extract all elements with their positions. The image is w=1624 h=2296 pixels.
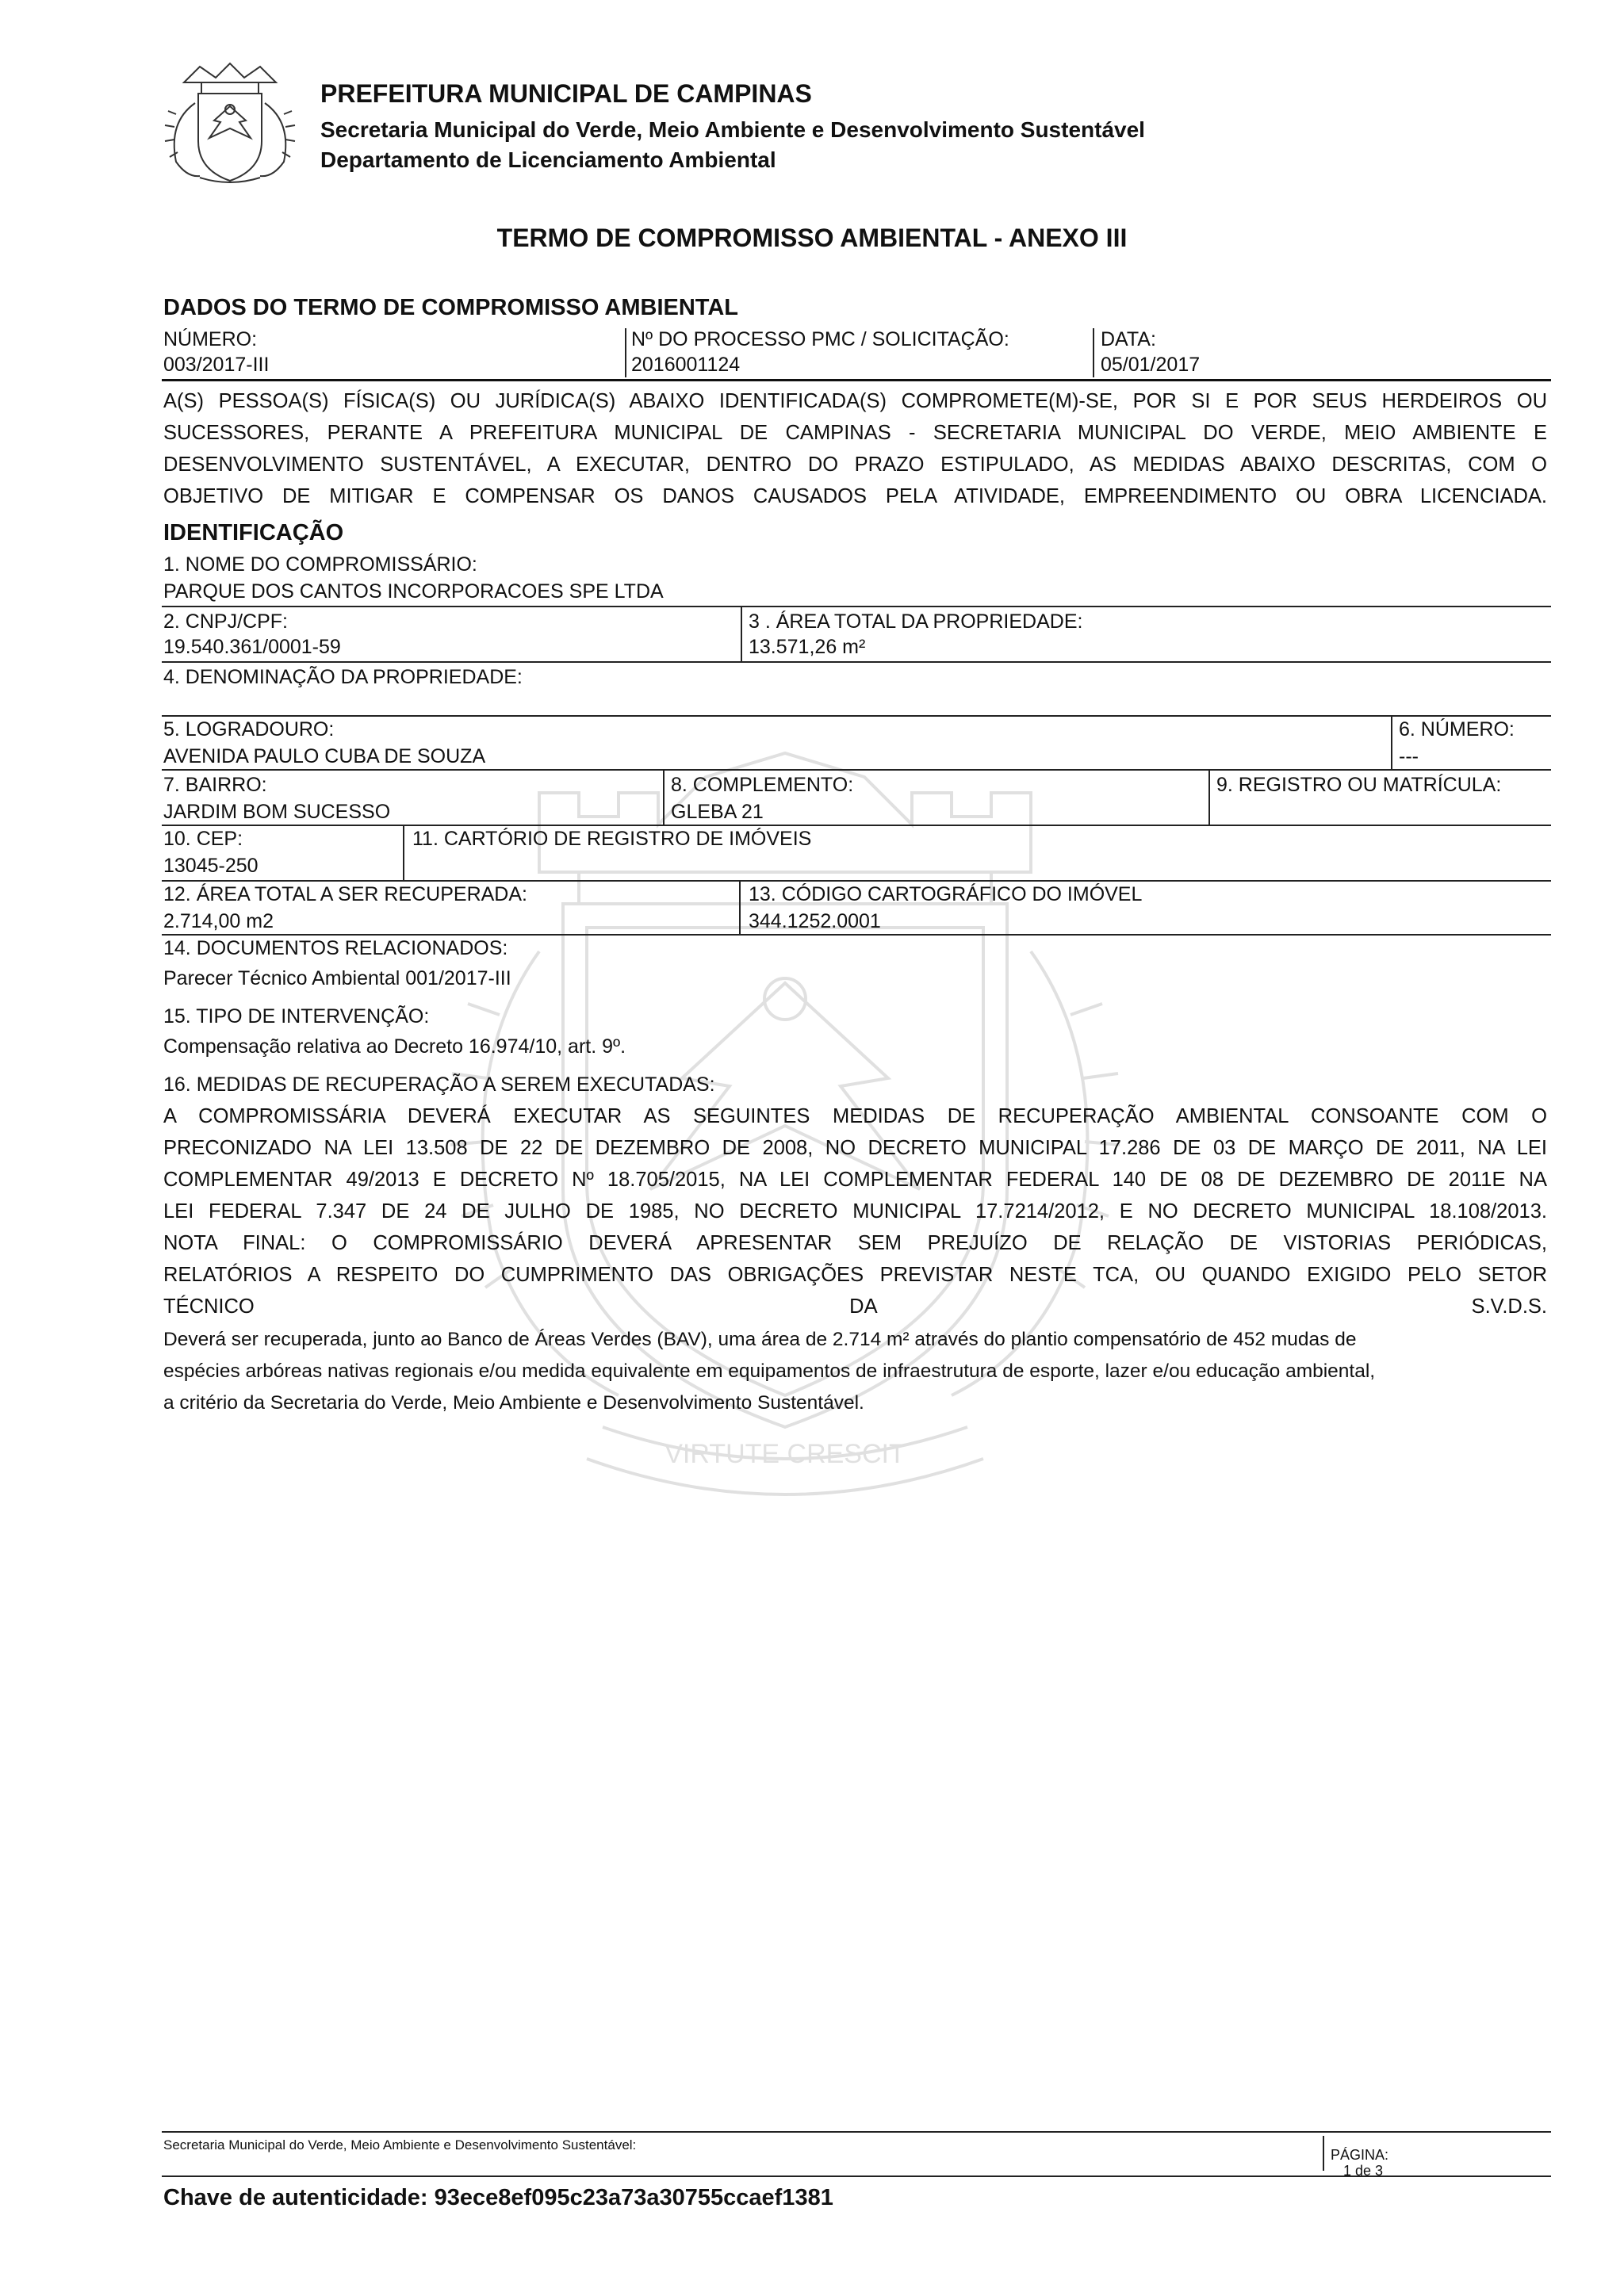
medidas-line: COMPLEMENTAR 49/2013 E DECRETO Nº 18.705/2015, NA LEI COMPLEMENTAR FEDERAL 140 DE 08 DE DEZEMBRO DE 2011E NA <box>163 1169 1547 1191</box>
divider <box>663 771 665 825</box>
medidas-line: NOTA FINAL: O COMPROMISSÁRIO DEVERÁ APRESENTAR SEM PREJUÍZO DE RELAÇÃO DE VISTORIAS PERIÓDICAS, <box>163 1232 1547 1254</box>
medidas-line: PRECONIZADO NA LEI 13.508 DE 22 DE DEZEMBRO DE 2008, NO DECRETO MUNICIPAL 17.286 DE 03 DE MARÇO DE 2011, NA LEI <box>163 1137 1547 1159</box>
medidas-line: LEI FEDERAL 7.347 DE 24 DE JULHO DE 1985, NO DECRETO MUNICIPAL 17.7214/2012, E NO DECRETO MUNICIPAL 18.108/2013. <box>163 1200 1547 1223</box>
texto-final-paragraph <box>163 1324 1547 1419</box>
document-title: TERMO DE COMPROMISSO AMBIENTAL - ANEXO III <box>496 224 1128 252</box>
page-label: PÁGINA: <box>1331 2147 1389 2163</box>
field-12-value: 2.714,00 m2 <box>163 910 274 932</box>
section-rule <box>162 379 1551 381</box>
intro-line: SUCESSORES, PERANTE A PREFEITURA MUNICIPAL DE CAMPINAS - SECRETARIA MUNICIPAL DO VERDE, MEIO AMBIENTE E <box>163 422 1547 444</box>
departamento-name: Departamento de Licenciamento Ambiental <box>320 147 776 172</box>
field-6-label: 6. NÚMERO: <box>1399 718 1515 740</box>
medidas-line: A COMPROMISSÁRIA DEVERÁ EXECUTAR AS SEGUINTES MEDIDAS DE RECUPERAÇÃO AMBIENTAL CONSOANTE COM O <box>163 1105 1547 1127</box>
authenticity-key-label: Chave de autenticidade: <box>163 2185 428 2210</box>
field-7-value: JARDIM BOM SUCESSO <box>163 801 391 823</box>
field-13-value: 344.1252.0001 <box>749 910 881 932</box>
intro-line: DESENVOLVIMENTO SUSTENTÁVEL, A EXECUTAR, DENTRO DO PRAZO ESTIPULADO, AS MEDIDAS ABAIXO DESCRITAS, COM O <box>163 453 1547 476</box>
divider <box>625 328 626 377</box>
identificacao-heading: IDENTIFICAÇÃO <box>163 520 344 545</box>
footer-divider <box>1323 2136 1324 2171</box>
org-name: PREFEITURA MUNICIPAL DE CAMPINAS <box>320 79 812 108</box>
divider <box>739 882 741 934</box>
footer-rule <box>162 2131 1551 2133</box>
watermark-motto: VIRTUTE CRESCIT <box>665 1439 906 1469</box>
dados-heading: DADOS DO TERMO DE COMPROMISSO AMBIENTAL <box>163 295 738 320</box>
intro-paragraph <box>163 385 1547 512</box>
coat-of-arms-icon <box>152 59 308 189</box>
row-rule <box>162 769 1551 771</box>
field-15-value: Compensação relativa ao Decreto 16.974/10, art. 9º. <box>163 1035 626 1058</box>
medidas-line: RELATÓRIOS A RESPEITO DO CUMPRIMENTO DAS OBRIGAÇÕES PREVISTAR NESTE TCA, OU QUANDO EXIGIDO PELO SETOR <box>163 1264 1547 1286</box>
field-13-label: 13. CÓDIGO CARTOGRÁFICO DO IMÓVEL <box>749 883 1143 905</box>
field-8-label: 8. COMPLEMENTO: <box>671 774 854 796</box>
field-10-value: 13045-250 <box>163 855 259 877</box>
data-value: 05/01/2017 <box>1101 354 1201 376</box>
intro-line: A(S) PESSOA(S) FÍSICA(S) OU JURÍDICA(S) ABAIXO IDENTIFICADA(S) COMPROMETE(M)-SE, POR SI E POR SEUS HERDEIROS OU <box>163 390 1547 412</box>
divider <box>1391 717 1392 769</box>
authenticity-key-value: 93ece8ef095c23a73a30755ccaef1381 <box>434 2185 833 2210</box>
field-9-label: 9. REGISTRO OU MATRÍCULA: <box>1216 774 1502 796</box>
divider <box>1093 328 1094 377</box>
field-1-value: PARQUE DOS CANTOS INCORPORACOES SPE LTDA <box>163 580 664 603</box>
field-14-label: 14. DOCUMENTOS RELACIONADOS: <box>163 937 508 959</box>
field-3-value: 13.571,26 m² <box>749 636 866 658</box>
intro-line: OBJETIVO DE MITIGAR E COMPENSAR OS DANOS CAUSADOS PELA ATIVIDADE, EMPREENDIMENTO OU OBRA LICENCIADA. <box>163 485 1547 507</box>
field-16-label: 16. MEDIDAS DE RECUPERAÇÃO A SEREM EXECUTADAS: <box>163 1073 715 1096</box>
medidas-line: TÉCNICO DA S.V.D.S. <box>163 1295 1547 1318</box>
field-10-label: 10. CEP: <box>163 828 243 850</box>
field-2-label: 2. CNPJ/CPF: <box>163 610 288 633</box>
page-number: 1 de 3 <box>1343 2163 1384 2179</box>
row-rule <box>162 661 1551 663</box>
medidas-paragraph <box>163 1100 1547 1322</box>
field-2-value: 19.540.361/0001-59 <box>163 636 341 658</box>
processo-value: 2016001124 <box>631 354 741 376</box>
field-14-value: Parecer Técnico Ambiental 001/2017-III <box>163 967 511 989</box>
field-1-label: 1. NOME DO COMPROMISSÁRIO: <box>163 553 477 576</box>
field-5-value: AVENIDA PAULO CUBA DE SOUZA <box>163 745 486 767</box>
processo-label: Nº DO PROCESSO PMC / SOLICITAÇÃO: <box>631 328 1009 350</box>
secretaria-name: Secretaria Municipal do Verde, Meio Ambiente e Desenvolvimento Sustentável <box>320 117 1145 142</box>
row-rule <box>162 606 1551 607</box>
numero-label: NÚMERO: <box>163 328 258 350</box>
footer-rule <box>162 2175 1551 2177</box>
row-rule <box>162 934 1551 936</box>
field-5-label: 5. LOGRADOURO: <box>163 718 335 740</box>
field-4-label: 4. DENOMINAÇÃO DA PROPRIEDADE: <box>163 666 523 688</box>
field-7-label: 7. BAIRRO: <box>163 774 267 796</box>
texto-final-line: Deverá ser recuperada, junto ao Banco de Áreas Verdes (BAV), uma área de 2.714 m² através do plantio compensatório de 452 mudas de <box>163 1329 1357 1350</box>
row-rule <box>162 880 1551 882</box>
field-12-label: 12. ÁREA TOTAL A SER RECUPERADA: <box>163 883 527 905</box>
numero-value: 003/2017-III <box>163 354 270 376</box>
divider <box>741 607 742 661</box>
row-rule <box>162 715 1551 717</box>
texto-final-line: espécies arbóreas nativas regionais e/ou medida equivalente em equipamentos de infraestrutura de esporte, lazer e/ou educação ambiental, <box>163 1360 1376 1382</box>
authenticity-key <box>163 2185 833 2211</box>
row-rule <box>162 825 1551 826</box>
data-label: DATA: <box>1101 328 1156 350</box>
field-11-label: 11. CARTÓRIO DE REGISTRO DE IMÓVEIS <box>412 828 812 850</box>
divider <box>403 826 404 880</box>
texto-final-line: a critério da Secretaria do Verde, Meio Ambiente e Desenvolvimento Sustentável. <box>163 1392 864 1414</box>
divider <box>1208 771 1210 825</box>
field-15-label: 15. TIPO DE INTERVENÇÃO: <box>163 1005 430 1027</box>
footer-secretaria: Secretaria Municipal do Verde, Meio Ambiente e Desenvolvimento Sustentável: <box>163 2137 637 2152</box>
field-3-label: 3 . ÁREA TOTAL DA PROPRIEDADE: <box>749 610 1083 633</box>
field-8-value: GLEBA 21 <box>671 801 764 823</box>
field-6-value: --- <box>1399 745 1419 767</box>
